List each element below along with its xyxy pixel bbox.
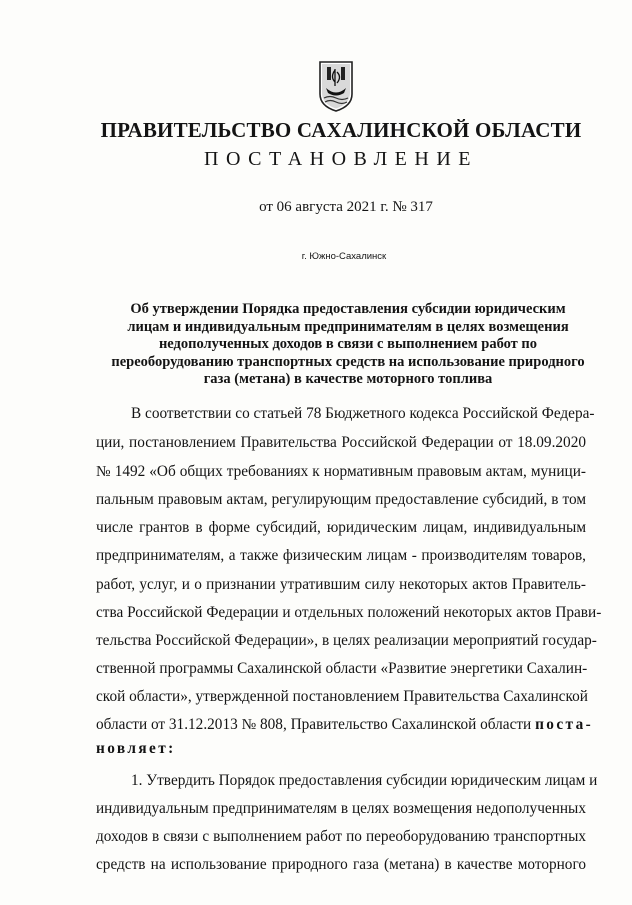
coat-of-arms-icon <box>318 60 354 112</box>
resolves-word: поста- <box>535 716 594 733</box>
item-line: 1. Утвердить Порядок предоставления субсидии юридическим лицам и <box>131 772 598 789</box>
resolves-line <box>96 740 586 758</box>
government-name: ПРАВИТЕЛЬСТВО САХАЛИНСКОЙ ОБЛАСТИ <box>100 118 582 142</box>
preamble-line: тельства Российской Федерации», в целях реализации мероприятий государ- <box>96 632 597 649</box>
item-line: индивидуальным предпринимателям в целях возмещения недополученных <box>96 800 586 817</box>
preamble-line: предпринимателям, а также физическим лицам - производителям товаров, <box>96 547 586 564</box>
preamble-line: ской области», утвержденной постановлением Правительства Сахалинской <box>96 688 588 705</box>
preamble-line-text: области от 31.12.2013 № 808, Правительство Сахалинской области <box>96 716 532 733</box>
city-name: г. Южно-Сахалинск <box>301 251 387 262</box>
item-line: доходов в связи с выполнением работ по переоборудованию транспортных <box>96 828 586 845</box>
document-subject: Об утверждении Порядка предоставления субсидии юридическим лицам и индивидуальным предпринимателям в целях возмещения недополученных доходов в связи с выполнением работ по переоборудованию транспортных средств на использование природного газа (метана) в качестве моторного топлива <box>111 301 585 388</box>
preamble-line <box>96 716 594 734</box>
document-type: ПОСТАНОВЛЕНИЕ <box>204 148 478 170</box>
preamble-line: работ, услуг, и о признании утратившим силу некоторых актов Правитель- <box>96 576 586 593</box>
preamble-line: ции, постановлением Правительства Российской Федерации от 18.09.2020 <box>96 434 586 451</box>
preamble-line: ства Российской Федерации и отдельных положений некоторых актов Прави- <box>96 604 602 621</box>
preamble-line: № 1492 «Об общих требованиях к нормативным правовым актам, муници- <box>96 463 586 480</box>
preamble-line: В соответствии со статьей 78 Бюджетного кодекса Российской Федера- <box>131 405 595 422</box>
preamble-line: ственной программы Сахалинской области «Развитие энергетики Сахалин- <box>96 660 588 677</box>
document-date-number: от 06 августа 2021 г. № 317 <box>259 199 433 215</box>
preamble-line: пальным правовым актам, регулирующим предоставление субсидий, в том <box>96 491 586 508</box>
preamble-line: числе грантов в форме субсидий, юридическим лицам, индивидуальным <box>96 519 586 536</box>
resolves-word-end: новляет: <box>96 740 176 757</box>
item-line: средств на использование природного газа (метана) в качестве моторного <box>96 856 586 873</box>
